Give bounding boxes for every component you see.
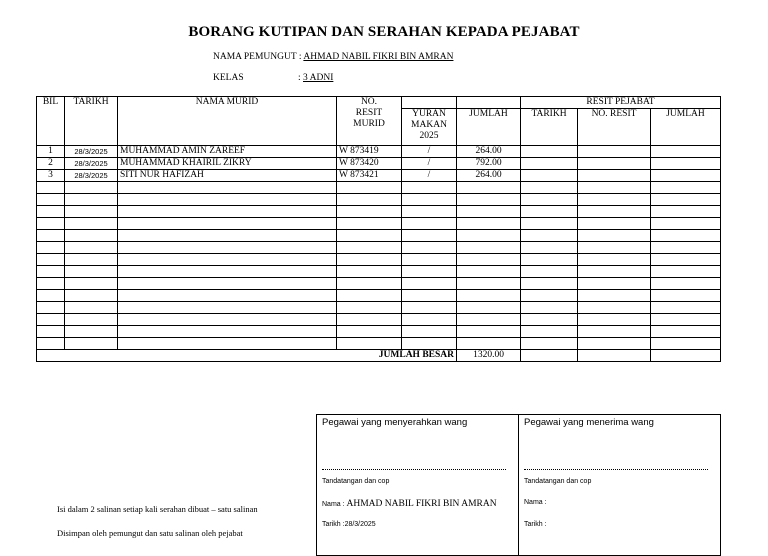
table-row: [37, 158, 721, 170]
header-blank-2: [457, 97, 521, 109]
giver-name: [322, 499, 497, 509]
header-rp-no-resit: NO. RESIT: [578, 109, 651, 146]
giver-date-value: 28/3/2025: [344, 521, 376, 528]
note-line: Disimpan oleh pemungut dan satu salinan oleh pejabat: [57, 528, 243, 538]
header-yuran-makan: YURAN MAKAN 2025: [402, 109, 457, 146]
empty-table-row: [37, 182, 721, 194]
table-row: [37, 146, 721, 158]
cell-tarikh: 28/3/2025: [65, 146, 118, 158]
receiver-signature-line: [524, 469, 708, 470]
cell-jumlah: 264.00: [457, 170, 521, 182]
cell-jumlah: 264.00: [457, 146, 521, 158]
receiver-heading: Pegawai yang menerima wang: [524, 417, 654, 428]
empty-table-row: [37, 266, 721, 278]
cell-no-resit: W 873419: [337, 146, 402, 158]
collection-table: [36, 96, 721, 362]
class-info: [213, 73, 333, 83]
header-jumlah: JUMLAH: [457, 109, 521, 146]
collector-label: NAMA PEMUNGUT :: [213, 52, 302, 62]
total-value: 1320.00: [457, 350, 521, 362]
cell-yuran: /: [402, 146, 457, 158]
cell-nama: SITI NUR HAFIZAH: [118, 170, 337, 182]
giver-section: [317, 415, 518, 555]
class-separator: :: [298, 73, 301, 83]
receiver-sign-label: Tandatangan dan cop: [524, 478, 592, 485]
cell-yuran: /: [402, 170, 457, 182]
total-row: [37, 350, 721, 362]
empty-table-row: [37, 302, 721, 314]
note-line: Isi dalam 2 salinan setiap kali serahan dibuat – satu salinan: [57, 504, 258, 514]
table-row: [37, 170, 721, 182]
empty-table-row: [37, 290, 721, 302]
cell-yuran: /: [402, 158, 457, 170]
cell-bil: 1: [37, 146, 65, 158]
header-nama-murid: NAMA MURID: [118, 97, 337, 146]
cell-bil: 2: [37, 158, 65, 170]
header-resit-pejabat: RESIT PEJABAT: [521, 97, 721, 109]
header-bil: BIL: [37, 97, 65, 146]
total-label: JUMLAH BESAR: [37, 350, 457, 362]
class-label: KELAS: [213, 73, 244, 83]
signature-box: [316, 414, 721, 556]
header-no-resit: NO. RESIT MURID: [337, 97, 402, 146]
cell-no-resit: W 873421: [337, 170, 402, 182]
giver-signature-line: [322, 469, 506, 470]
header-rp-tarikh: TARIKH: [521, 109, 578, 146]
cell-no-resit: W 873420: [337, 158, 402, 170]
header-blank-1: [402, 97, 457, 109]
empty-table-row: [37, 194, 721, 206]
receiver-section: [518, 415, 720, 555]
cell-nama: MUHAMMAD AMIN ZAREEF: [118, 146, 337, 158]
empty-table-row: [37, 326, 721, 338]
giver-name-label: Nama :: [322, 501, 345, 508]
empty-rows: [37, 182, 721, 350]
empty-table-row: [37, 254, 721, 266]
empty-table-row: [37, 230, 721, 242]
form-title: BORANG KUTIPAN DAN SERAHAN KEPADA PEJABAT: [188, 24, 580, 40]
receiver-date-label: Tarikh :: [524, 521, 547, 528]
giver-heading: Pegawai yang menyerahkan wang: [322, 417, 468, 428]
collector-info: [213, 52, 453, 62]
giver-date-label: Tarikh :: [322, 521, 345, 528]
giver-date: [322, 521, 376, 528]
cell-jumlah: 792.00: [457, 158, 521, 170]
giver-sign-label: Tandatangan dan cop: [322, 478, 390, 485]
cell-nama: MUHAMMAD KHAIRIL ZIKRY: [118, 158, 337, 170]
collector-name: AHMAD NABIL FIKRI BIN AMRAN: [303, 52, 454, 62]
header-rp-jumlah: JUMLAH: [651, 109, 721, 146]
empty-table-row: [37, 206, 721, 218]
empty-table-row: [37, 278, 721, 290]
empty-table-row: [37, 218, 721, 230]
cell-bil: 3: [37, 170, 65, 182]
cell-tarikh: 28/3/2025: [65, 170, 118, 182]
header-tarikh: TARIKH: [65, 97, 118, 146]
empty-table-row: [37, 338, 721, 350]
receiver-name-label: Nama :: [524, 499, 547, 506]
empty-table-row: [37, 242, 721, 254]
empty-table-row: [37, 314, 721, 326]
class-value: 3 ADNI: [303, 73, 334, 83]
giver-name-value: AHMAD NABIL FIKRI BIN AMRAN: [346, 499, 497, 509]
cell-tarikh: 28/3/2025: [65, 158, 118, 170]
